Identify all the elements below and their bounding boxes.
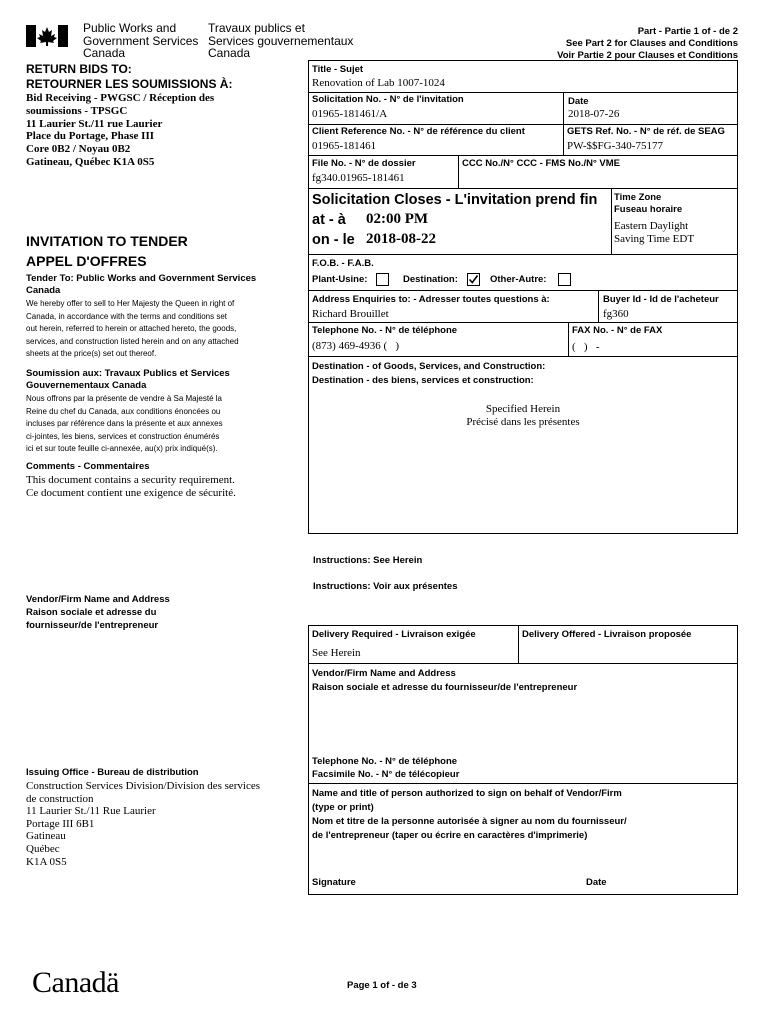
tender-to: Tender To: Public Works and Government Services Canada: [26, 273, 257, 296]
plant-usine-checkbox[interactable]: [376, 273, 389, 286]
enquiries-value: Richard Brouillet: [312, 308, 389, 320]
department-name-fr: Travaux publics et Services gouvernementaux Canada: [208, 21, 354, 60]
ccc-label: CCC No./N° CCC - FMS No./N° VME: [462, 158, 621, 169]
delivery-required-value: See Herein: [312, 647, 361, 659]
canada-flag-icon: [26, 25, 68, 47]
fax-value: ( ) -: [572, 341, 600, 353]
gets-ref-value: PW-$$FG-340-75177: [567, 140, 663, 152]
telephone-value: (873) 469-4936 ( ): [312, 340, 400, 352]
date-value: 2018-07-26: [568, 108, 620, 120]
solicitation-closes-label: Solicitation Closes - L'invitation prend fin: [312, 192, 598, 208]
title-value: Renovation of Lab 1007-1024: [312, 77, 445, 89]
solicitation-label: Solicitation No. - N° de l'invitation: [312, 94, 464, 105]
client-ref-label: Client Reference No. - N° de référence du client: [312, 126, 525, 137]
signature-label: Signature: [312, 877, 356, 888]
instructions-en: Instructions: See Herein: [313, 555, 423, 566]
enquiries-label: Address Enquiries to: - Adresser toutes questions à:: [312, 294, 550, 305]
see-part-en: See Part 2 for Clauses and Conditions: [565, 38, 738, 49]
checkmark-icon: [468, 274, 479, 285]
return-bids-address: Bid Receiving - PWGSC / Réception des soumissions - TPSGC 11 Laurier St./11 rue Laurier Place du Portage, Phase III Core 0B2 / Noyau 0B2 Gatineau, Québec K1A 0S5: [26, 92, 215, 168]
title-label: Title - Sujet: [312, 64, 364, 75]
telephone-facsimile-label: Telephone No. - N° de téléphone Facsimile No. - N° de télécopieur: [312, 756, 460, 780]
signature-date-label: Date: [586, 877, 607, 888]
fax-label: FAX No. - N° de FAX: [572, 325, 663, 336]
instructions-fr: Instructions: Voir aux présentes: [313, 581, 458, 592]
time-zone-label: Time Zone Fuseau horaire: [614, 192, 683, 215]
invitation-title-fr: APPEL D'OFFRES: [26, 253, 147, 269]
file-no-label: File No. - N° de dossier: [312, 158, 416, 169]
destination-checkbox[interactable]: [467, 273, 480, 286]
file-no-value: fg340.01965-181461: [312, 172, 405, 184]
solicitation-value: 01965-181461/A: [312, 108, 388, 120]
other-autre-checkbox[interactable]: [558, 273, 571, 286]
canada-wordmark: Canadä: [32, 966, 119, 999]
return-bids-heading-en: RETURN BIDS TO:: [26, 62, 132, 76]
offer-text-fr: Nous offrons par la présente de vendre à Sa Majesté la Reine du chef du Canada, aux conditions énoncées ou incluses par référence dans la présente et aux annexes ci-jointes, les biens, services et construction énumérés ici et sur toute feuille ci-annexée, au(x) prix indiqué(s).: [26, 394, 223, 453]
closing-time: 02:00 PM: [366, 211, 429, 227]
gets-ref-label: GETS Ref. No. - N° de réf. de SEAG: [567, 126, 725, 137]
destination-goods-value: Specified Herein Précisé dans les présentes: [466, 403, 580, 428]
buyer-id-label: Buyer Id - Id de l'acheteur: [603, 294, 719, 305]
at-label: at - à: [312, 212, 346, 228]
date-label: Date: [568, 96, 589, 107]
comments-label: Comments - Commentaires: [26, 461, 150, 472]
comments-value: This document contains a security requirement. Ce document contient une exigence de sécurité.: [26, 474, 236, 499]
fob-label: F.O.B. - F.A.B.: [312, 258, 374, 269]
vendor-left-label: Vendor/Firm Name and Address Raison sociale et adresse du fournisseur/de l'entrepreneur: [26, 594, 170, 631]
return-bids-heading-fr: RETOURNER LES SOUMISSIONS À:: [26, 77, 233, 91]
part-indicator: Part - Partie 1 of - de 2: [637, 26, 738, 37]
destination-label: Destination:: [403, 274, 458, 285]
vendor-name-address-label: Vendor/Firm Name and Address Raison sociale et adresse du fournisseur/de l'entrepreneur: [312, 668, 578, 693]
offer-text-en: We hereby offer to sell to Her Majesty the Queen in right of Canada, in accordance with the terms and conditions set out herein, referred to herein or attached hereto, the goods, services, and construction listed herein and on any attached sheets at the price(s) set out thereof.: [26, 299, 239, 358]
plant-usine-label: Plant-Usine:: [312, 274, 368, 285]
soumission-aux: Soumission aux: Travaux Publics et Services Gouvernementaux Canada: [26, 368, 230, 391]
closing-date: 2018-08-22: [366, 231, 436, 247]
department-name-en: Public Works and Government Services Canada: [83, 21, 199, 60]
time-zone-value: Eastern Daylight Saving Time EDT: [614, 220, 695, 245]
telephone-label: Telephone No. - N° de téléphone: [312, 325, 458, 336]
issuing-office-address: Construction Services Division/Division des services de construction 11 Laurier St./11 Rue Laurier Portage III 6B1 Gatineau Québec K1A 0S5: [26, 780, 261, 868]
authorized-person-label: Name and title of person authorized to sign on behalf of Vendor/Firm (type or print) Nom et titre de la personne autorisée à signer au nom du fournisseur/ de l'entrepreneur (taper ou écrire en caractères d'imprimerie): [312, 788, 627, 841]
buyer-id-value: fg360: [603, 308, 629, 320]
see-part-fr: Voir Partie 2 pour Clauses et Conditions: [557, 50, 738, 61]
issuing-office-label: Issuing Office - Bureau de distribution: [26, 767, 199, 778]
invitation-title-en: INVITATION TO TENDER: [26, 233, 188, 249]
delivery-required-label: Delivery Required - Livraison exigée: [312, 629, 476, 640]
client-ref-value: 01965-181461: [312, 140, 377, 152]
page-number: Page 1 of - de 3: [347, 980, 417, 991]
delivery-offered-label: Delivery Offered - Livraison proposée: [522, 629, 692, 640]
other-autre-label: Other-Autre:: [490, 274, 547, 285]
on-label: on - le: [312, 232, 355, 248]
destination-goods-label: Destination - of Goods, Services, and Construction: Destination - des biens, services et construction:: [312, 361, 546, 386]
